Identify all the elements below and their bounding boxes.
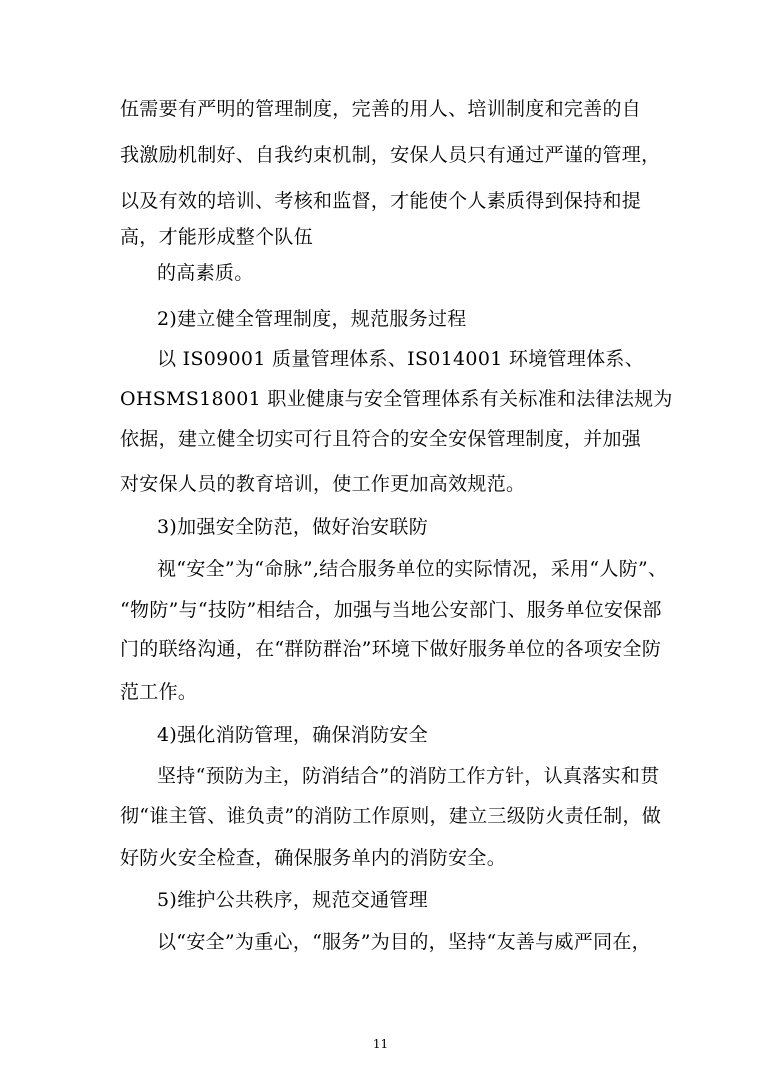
page-number: 11	[372, 1037, 389, 1051]
body-text-line: 以 IS09001 质量管理体系、IS014001 环境管理体系、	[157, 348, 645, 370]
section-heading: 5)维护公共秩序，规范交通管理	[157, 889, 429, 911]
body-text-line: 高，才能形成整个队伍	[120, 226, 314, 248]
section-heading: 2)建立健全管理制度，规范服务过程	[157, 308, 467, 330]
body-text-line: 对安保人员的教育培训，使工作更加高效规范。	[120, 473, 526, 495]
body-text-line: 视“安全”为“命脉”,结合服务单位的实际情况，采用“人防”、	[157, 558, 668, 580]
body-text-line: 我激励机制好、自我约束机制，安保人员只有通过严谨的管理，	[120, 144, 661, 166]
body-text-line: 依据，建立健全切实可行且符合的安全安保管理制度，并加强	[120, 428, 642, 450]
body-text-line: “物防”与“技防”相结合，加强与当地公安部门、服务单位安保部	[120, 599, 662, 621]
body-text-line: 好防火安全检查，确保服务单内的消防安全。	[120, 847, 507, 869]
body-text-line: OHSMS18001 职业健康与安全管理体系有关标准和法律法规为	[120, 388, 673, 410]
body-text-line: 坚持“预防为主，防消结合”的消防工作方针，认真落实和贯	[157, 765, 660, 787]
body-text-line: 门的联络沟通，在“群防群治”环境下做好服务单位的各项安全防	[120, 638, 662, 660]
body-text-line: 的高素质。	[157, 262, 254, 284]
body-text-line: 伍需要有严明的管理制度，完善的用人、培训制度和完善的自	[120, 98, 642, 120]
section-heading: 4)强化消防管理，确保消防安全	[157, 724, 429, 746]
body-text-line: 以及有效的培训、考核和监督，才能使个人素质得到保持和提	[120, 190, 642, 212]
body-text-line: 以“安全”为重心，“服务”为目的，坚持“友善与威严同在，	[157, 931, 651, 953]
section-heading: 3)加强安全防范，做好治安联防	[157, 516, 429, 538]
body-text-line: 范工作。	[120, 681, 198, 703]
body-text-line: 彻“谁主管、谁负责”的消防工作原则，建立三级防火责任制，做	[120, 805, 662, 827]
